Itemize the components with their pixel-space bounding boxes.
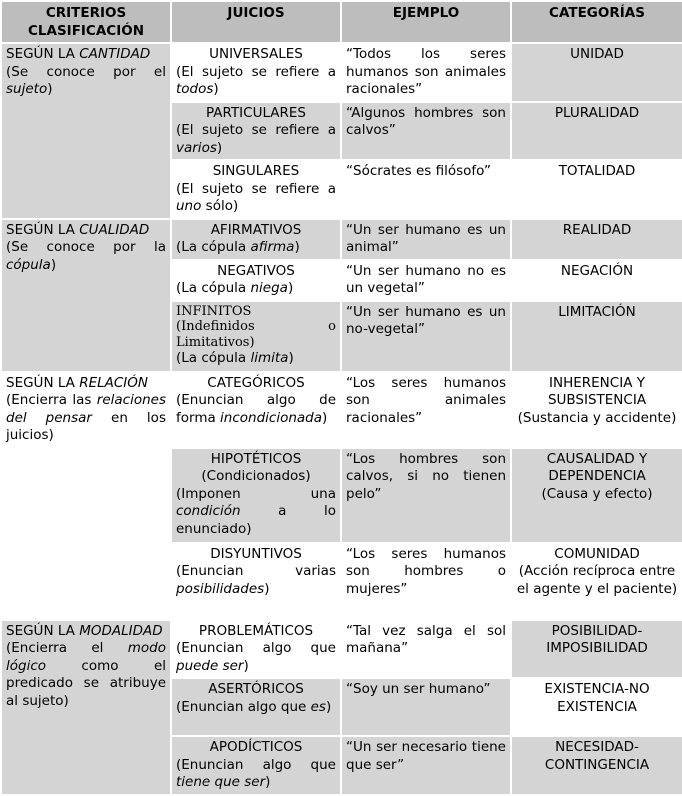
categoria-cell: EXISTENCIA-NO EXISTENCIA bbox=[511, 678, 682, 736]
juicio-cell: CATEGÓRICOS (Enuncian algo de forma incondicionada) bbox=[171, 372, 341, 448]
header-row bbox=[1, 1, 682, 43]
ejemplo-cell: “Algunos hombres son calvos” bbox=[341, 102, 511, 161]
header-criterios: CRITERIOS CLASIFICACIÓN bbox=[1, 1, 171, 43]
categoria-cell: LIMITACIÓN bbox=[511, 301, 682, 372]
criterio-cantidad: SEGÚN LA CANTIDAD (Se conoce por el sujeto) bbox=[1, 43, 171, 219]
juicio-cell: INFINITOS (Indefinidos o Limitativos) (La cópula limita) bbox=[171, 301, 341, 372]
header-categorias: CATEGORÍAS bbox=[511, 1, 682, 43]
ejemplo-cell: “Todos los seres humanos son animales racionales” bbox=[341, 43, 511, 102]
juicio-cell: NEGATIVOS (La cópula niega) bbox=[171, 260, 341, 301]
juicio-cell: PARTICULARES (El sujeto se refiere a varios) bbox=[171, 102, 341, 161]
juicio-cell: PROBLEMÁTICOS (Enuncian algo que puede ser) bbox=[171, 620, 341, 679]
ejemplo-cell: “Un ser necesario tiene que ser” bbox=[341, 736, 511, 795]
juicio-cell: ASERTÓRICOS (Enuncian algo que es) bbox=[171, 678, 341, 736]
categoria-cell: TOTALIDAD bbox=[511, 160, 682, 219]
ejemplo-cell: “Un ser humano no es un vegetal” bbox=[341, 260, 511, 301]
categoria-cell: CAUSALIDAD Y DEPENDENCIA (Causa y efecto) bbox=[511, 448, 682, 543]
ejemplo-cell: “Los seres humanos son hombres o mujeres” bbox=[341, 543, 511, 620]
ejemplo-cell: “Tal vez salga el sol mañana” bbox=[341, 620, 511, 679]
juicio-cell: DISYUNTIVOS (Enuncian varias posibilidades) bbox=[171, 543, 341, 620]
juicio-cell: AFIRMATIVOS (La cópula afirma) bbox=[171, 219, 341, 260]
categoria-cell: NEGACIÓN bbox=[511, 260, 682, 301]
ejemplo-cell: “Un ser humano es un no-vegetal” bbox=[341, 301, 511, 372]
categoria-cell: UNIDAD bbox=[511, 43, 682, 102]
ejemplo-cell: “Los seres humanos son animales racionales” bbox=[341, 372, 511, 448]
ejemplo-cell: “Soy un ser humano” bbox=[341, 678, 511, 736]
categoria-cell: INHERENCIA Y SUBSISTENCIA (Sustancia y accidente) bbox=[511, 372, 682, 448]
juicio-cell: HIPOTÉTICOS (Condicionados) (Imponen una condición a lo enunciado) bbox=[171, 448, 341, 543]
ejemplo-cell: “Sócrates es filósofo” bbox=[341, 160, 511, 219]
criterio-cualidad: SEGÚN LA CUALIDAD (Se conoce por la cópula) bbox=[1, 219, 171, 372]
table-row bbox=[1, 219, 682, 260]
ejemplo-cell: “Los hombres son calvos, si no tienen pelo” bbox=[341, 448, 511, 543]
criterio-relacion: SEGÚN LA RELACIÓN (Encierra las relaciones del pensar en los juicios) bbox=[1, 372, 171, 620]
ejemplo-cell: “Un ser humano es un animal” bbox=[341, 219, 511, 260]
categoria-cell: NECESIDAD-CONTINGENCIA bbox=[511, 736, 682, 795]
table-row bbox=[1, 620, 682, 679]
juicio-cell: UNIVERSALES (El sujeto se refiere a todos) bbox=[171, 43, 341, 102]
header-juicios: JUICIOS bbox=[171, 1, 341, 43]
juicio-cell: SINGULARES (El sujeto se refiere a uno sólo) bbox=[171, 160, 341, 219]
categoria-cell: REALIDAD bbox=[511, 219, 682, 260]
categoria-cell: POSIBILIDAD-IMPOSIBILIDAD bbox=[511, 620, 682, 679]
table-row bbox=[1, 43, 682, 102]
table-row bbox=[1, 372, 682, 448]
header-ejemplo: EJEMPLO bbox=[341, 1, 511, 43]
categoria-cell: COMUNIDAD (Acción recíproca entre el agente y el paciente) bbox=[511, 543, 682, 620]
categoria-cell: PLURALIDAD bbox=[511, 102, 682, 161]
juicio-cell: APODÍCTICOS (Enuncian algo que tiene que ser) bbox=[171, 736, 341, 795]
criterio-modalidad: SEGÚN LA MODALIDAD (Encierra el modo lógico como el predicado se atribuye al sujeto) bbox=[1, 620, 171, 795]
